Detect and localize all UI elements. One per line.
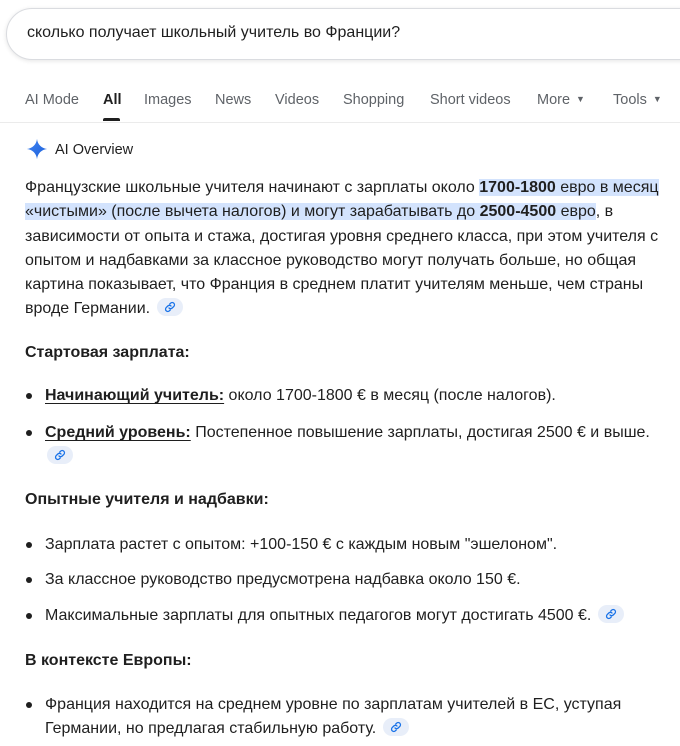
link-icon xyxy=(390,721,402,733)
divider xyxy=(0,122,680,123)
section-title-starting-salary: Стартовая зарплата: xyxy=(25,344,190,361)
list-item-text: около 1700-1800 € в месяц (после налогов). xyxy=(224,387,556,404)
tab-images[interactable]: Images xyxy=(144,92,192,108)
list-item-text: За классное руководство предусмотрена надбавка около 150 €. xyxy=(45,571,521,588)
tab-tools[interactable] xyxy=(613,92,662,108)
tab-videos[interactable]: Videos xyxy=(275,92,320,108)
list-item xyxy=(45,568,655,592)
overview-text-end: , в зависимости от опыта и стажа, достигая уровня среднего класса, при этом учителя с опытом и надбавками за классное руководство могут получать больше, но общая картина показывает, что Франция в среднем платит учителям меньше, чем страны вроде Германии. xyxy=(25,203,659,318)
source-link-button[interactable] xyxy=(157,298,183,316)
list-item-text: Максимальные зарплаты для опытных педагогов могут достигать 4500 €. xyxy=(45,607,592,624)
chevron-down-icon: ▼ xyxy=(576,94,585,104)
sparkle-icon xyxy=(26,138,48,160)
active-tab-indicator xyxy=(103,118,120,121)
section-title-europe-context: В контексте Европы: xyxy=(25,652,192,669)
search-bar[interactable] xyxy=(6,8,680,60)
tab-tools-label: Tools xyxy=(613,92,647,108)
list-item xyxy=(45,533,655,557)
link-icon xyxy=(54,449,66,461)
list-item xyxy=(45,384,655,408)
list-item-text: Франция находится на среднем уровне по зарплатам учителей в ЕС, уступая Германии, но предлагая стабильную работу. xyxy=(45,696,622,737)
source-link-button[interactable] xyxy=(598,605,624,623)
tab-news[interactable]: News xyxy=(215,92,252,108)
tab-more[interactable] xyxy=(537,92,585,108)
overview-paragraph xyxy=(25,176,665,322)
highlight-text-2: евро xyxy=(556,203,596,221)
list-item xyxy=(45,693,655,741)
section-title-experienced-teachers: Опытные учителя и надбавки: xyxy=(25,491,269,508)
term-beginner-teacher[interactable]: Начинающий учитель: xyxy=(45,387,225,404)
chevron-down-icon: ▼ xyxy=(652,94,662,104)
highlight-value-1: 1700-1800 xyxy=(479,179,556,196)
list-item xyxy=(45,604,655,628)
source-link-button[interactable] xyxy=(47,446,73,464)
search-input[interactable]: сколько получает школьный учитель во Франции? xyxy=(27,24,401,41)
tab-short-videos[interactable]: Short videos xyxy=(430,92,511,108)
tab-all[interactable]: All xyxy=(103,92,122,108)
highlight-text-1: евро в месяц «чистыми» (после вычета налогов) и могут зарабатывать до xyxy=(25,179,659,221)
search-tabs xyxy=(0,80,680,122)
list-item-text: Постепенное повышение зарплаты, достигая 2500 € и выше. xyxy=(190,424,650,441)
link-icon xyxy=(164,301,176,313)
tab-shopping[interactable]: Shopping xyxy=(343,92,405,108)
list-item-text: Зарплата растет с опытом: +100-150 € с каждым новым "эшелоном". xyxy=(45,536,558,553)
ai-overview-title: AI Overview xyxy=(55,142,134,158)
tab-more-label: More xyxy=(537,92,571,108)
overview-text-start: Французские школьные учителя начинают с зарплаты около xyxy=(25,179,480,196)
term-middle-level[interactable]: Средний уровень: xyxy=(45,424,191,441)
highlight-value-2: 2500-4500 xyxy=(479,203,557,221)
link-icon xyxy=(605,608,617,620)
source-link-button[interactable] xyxy=(383,718,409,736)
tab-ai-mode[interactable]: AI Mode xyxy=(25,92,79,108)
list-item xyxy=(45,421,655,469)
